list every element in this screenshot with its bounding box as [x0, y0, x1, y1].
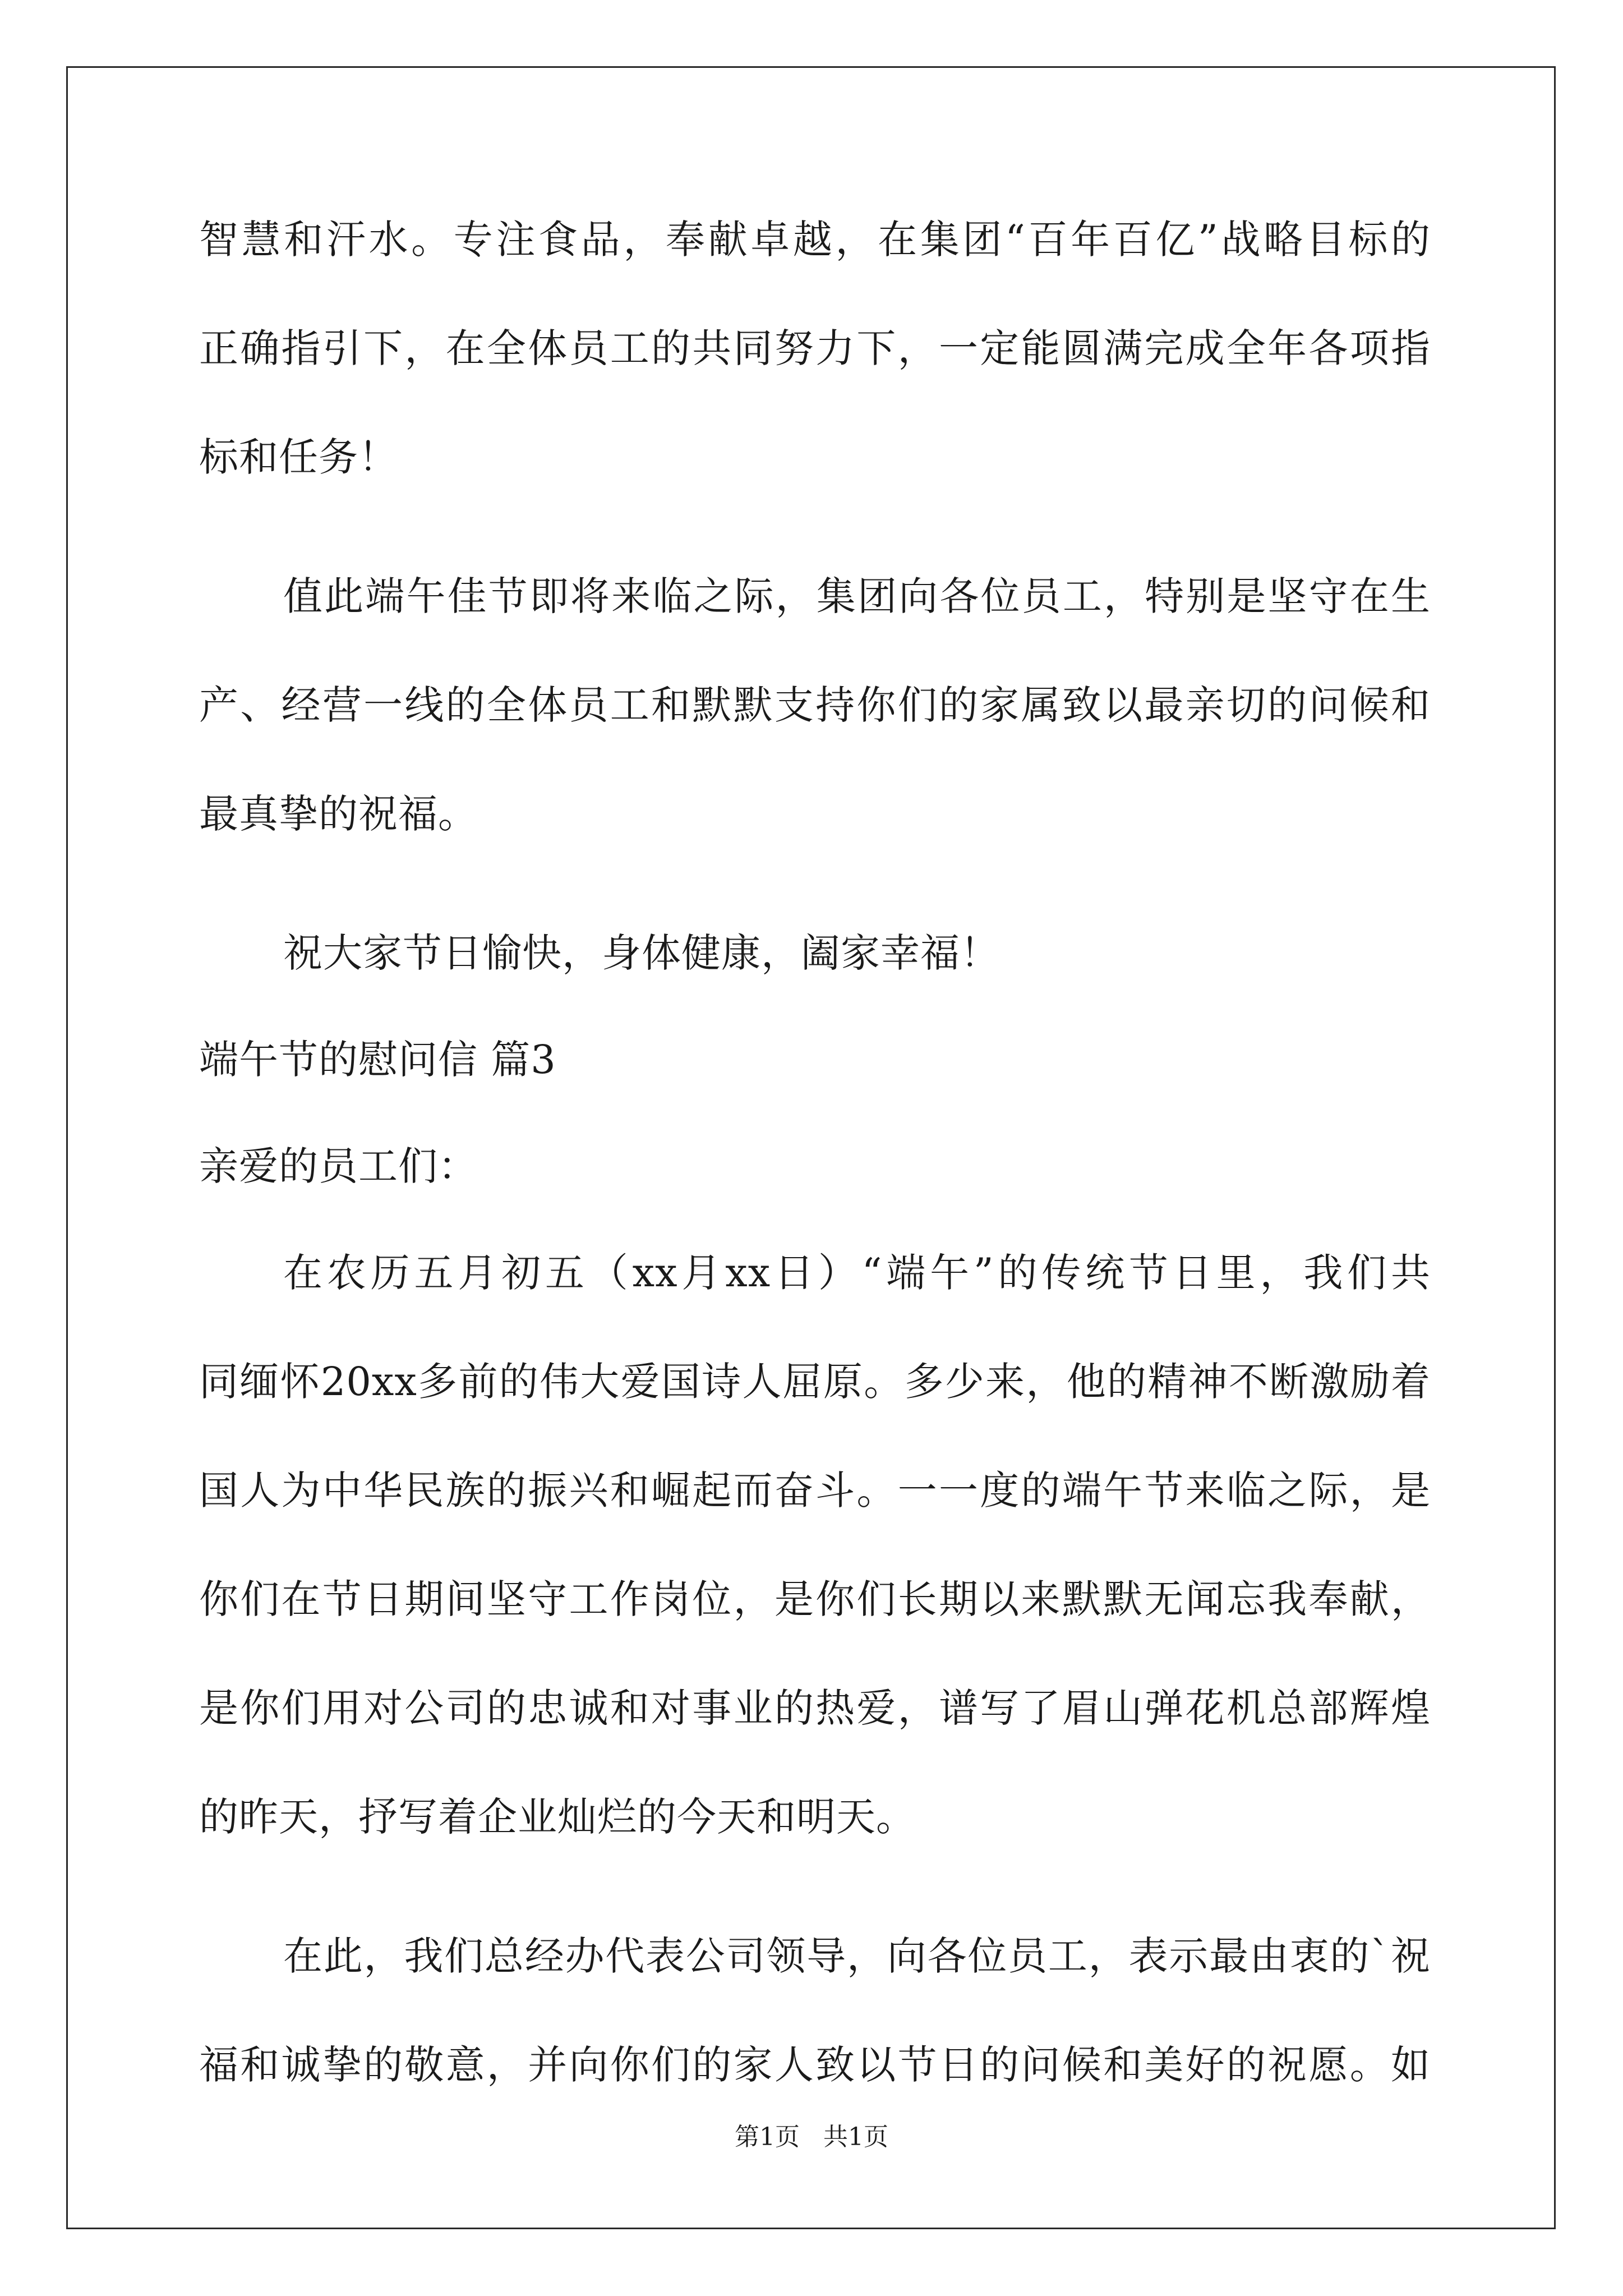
- paragraph-first-line: 在农历五月初五（xx月xx日）“端午”的传统节日里，我们共: [283, 1250, 1431, 1296]
- paragraph-first-line: 在此，我们总经办代表公司领导，向各位员工，表示最由衷的`祝: [283, 1933, 1431, 1979]
- body-line: 最真挚的祝福。: [199, 791, 478, 837]
- salutation: 亲爱的员工们：: [199, 1143, 478, 1189]
- body-line: 是你们用对公司的忠诚和对事业的热爱，谱写了眉山弹花机总部辉煌: [199, 1685, 1431, 1731]
- page-footer: [0, 2123, 1623, 2151]
- body-line: 同缅怀20xx多前的伟大爱国诗人屈原。多少来，他的精神不断激励着: [199, 1359, 1431, 1405]
- page-total: 共1页: [823, 2123, 888, 2151]
- document-body: [199, 217, 1431, 2088]
- body-line: 产、经营一线的全体员工和默默支持你们的家属致以最亲切的问候和: [199, 682, 1431, 728]
- paragraph-first-line: 值此端午佳节即将来临之际，集团向各位员工，特别是坚守在生: [283, 573, 1431, 619]
- section-heading: 端午节的慰问信 篇3: [199, 1037, 556, 1083]
- body-line: 的昨天，抒写着企业灿烂的今天和明天。: [199, 1794, 916, 1840]
- body-line: 你们在节日期间坚守工作岗位，是你们长期以来默默无闻忘我奉献，: [199, 1576, 1431, 1622]
- body-line: 智慧和汗水。专注食品，奉献卓越，在集团“百年百亿”战略目标的: [199, 217, 1431, 263]
- paragraph-first-line: 祝大家节日愉快，身体健康，阖家幸福！: [283, 930, 1000, 976]
- body-line: 福和诚挚的敬意，并向你们的家人致以节日的问候和美好的祝愿。如: [199, 2042, 1431, 2088]
- page-number: 第1页: [735, 2123, 800, 2151]
- body-line: 标和任务！: [199, 434, 398, 480]
- body-line: 正确指引下，在全体员工的共同努力下，一定能圆满完成全年各项指: [199, 325, 1431, 371]
- body-line: 国人为中华民族的振兴和崛起而奋斗。一一度的端午节来临之际，是: [199, 1467, 1431, 1513]
